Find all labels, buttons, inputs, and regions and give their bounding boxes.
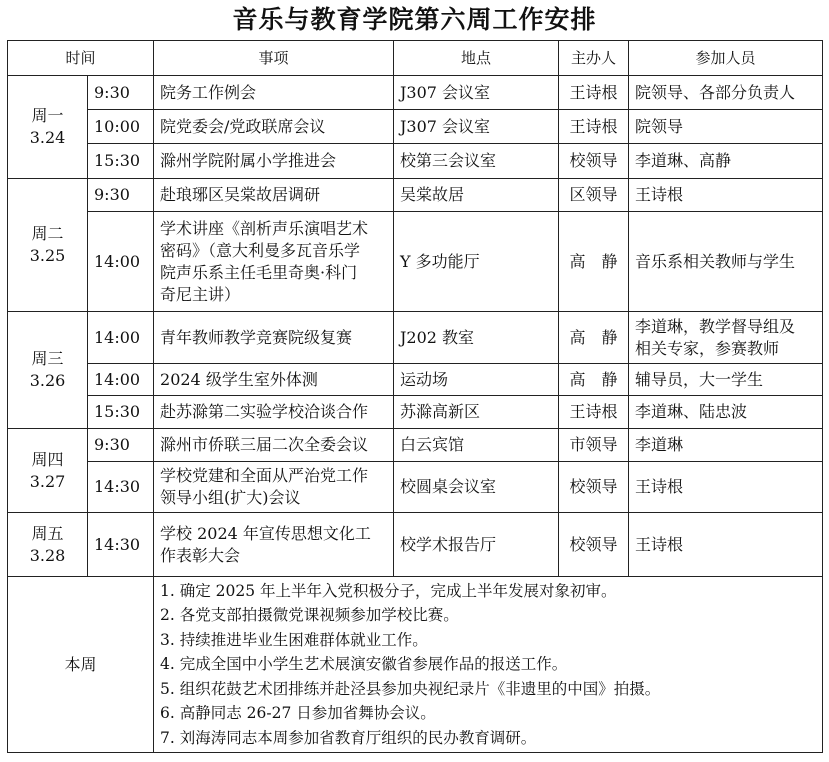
note-item: 7. 刘海涛同志本周参加省教育厅组织的民办教育调研。 xyxy=(160,728,537,747)
day-date: 3.26 xyxy=(29,371,66,390)
table-row xyxy=(8,364,823,396)
note-item: 5. 组织花鼓艺术团排练并赴泾县参加央视纪录片《非遗里的中国》拍摄。 xyxy=(160,679,661,698)
note-item: 1. 确定 2025 年上半年入党积极分子，完成上半年发展对象初审。 xyxy=(160,581,617,600)
item-cell: 赴苏滁第二实验学校洽谈合作 xyxy=(154,396,394,429)
day-date: 3.27 xyxy=(29,471,66,491)
schedule-table xyxy=(7,40,823,753)
item-cell: 2024 级学生室外体测 xyxy=(154,364,394,396)
host-cell: 高 静 xyxy=(559,312,629,364)
note-item: 2. 各党支部拍摄微党课视频参加学校比赛。 xyxy=(160,606,459,625)
table-row xyxy=(8,179,823,212)
table-row xyxy=(8,110,823,144)
item-cell: 院务工作例会 xyxy=(154,76,394,110)
day-date: 3.25 xyxy=(29,246,66,265)
participants-cell: 李道琳，教学督导组及 相关专家，参赛教师 xyxy=(629,312,823,364)
table-row xyxy=(8,429,823,462)
host-cell: 市领导 xyxy=(559,429,629,462)
host-cell: 王诗根 xyxy=(559,396,629,429)
host-cell: 王诗根 xyxy=(559,110,629,144)
participants-cell: 李道琳、陆忠波 xyxy=(629,396,823,429)
time-cell: 14:00 xyxy=(88,312,154,364)
location-cell: 白云宾馆 xyxy=(394,429,559,462)
location-cell: 运动场 xyxy=(394,364,559,396)
time-cell: 14:00 xyxy=(88,364,154,396)
header-participants: 参加人员 xyxy=(629,41,823,76)
location-cell: 苏滁高新区 xyxy=(394,396,559,429)
table-row xyxy=(8,144,823,179)
participants-cell: 院领导 xyxy=(629,110,823,144)
participants-cell: 王诗根 xyxy=(629,513,823,577)
table-row xyxy=(8,76,823,110)
note-item: 6. 高静同志 26-27 日参加省舞协会议。 xyxy=(160,704,436,723)
participants-cell: 李道琳 xyxy=(629,429,823,462)
host-cell: 高 静 xyxy=(559,212,629,312)
day-name: 周五 xyxy=(31,523,64,543)
host-cell: 区领导 xyxy=(559,179,629,212)
page-title: 音乐与教育学院第六周工作安排 xyxy=(232,5,597,34)
day-cell xyxy=(8,76,88,179)
host-cell: 校领导 xyxy=(559,144,629,179)
time-cell: 15:30 xyxy=(88,396,154,429)
header-location: 地点 xyxy=(394,41,559,76)
day-date: 3.24 xyxy=(29,128,66,147)
location-cell: J202 教室 xyxy=(394,312,559,364)
table-row xyxy=(8,513,823,577)
participants-cell: 王诗根 xyxy=(629,179,823,212)
time-cell: 14:30 xyxy=(88,462,154,513)
header-time: 时间 xyxy=(8,41,154,76)
location-cell: Y 多功能厅 xyxy=(394,212,559,312)
day-name: 周二 xyxy=(31,224,64,243)
note-item: 4. 完成全国中小学生艺术展演安徽省参展作品的报送工作。 xyxy=(160,655,568,674)
time-cell: 9:30 xyxy=(88,429,154,462)
host-cell: 高 静 xyxy=(559,364,629,396)
week-notes xyxy=(154,577,823,753)
time-cell: 14:00 xyxy=(88,212,154,312)
location-cell: J307 会议室 xyxy=(394,76,559,110)
item-cell: 学校党建和全面从严治党工作 领导小组(扩大)会议 xyxy=(154,462,394,513)
participants-cell: 院领导、各部分负责人 xyxy=(629,76,823,110)
time-cell: 10:00 xyxy=(88,110,154,144)
location-cell: 校圆桌会议室 xyxy=(394,462,559,513)
item-cell: 赴琅琊区吴棠故居调研 xyxy=(154,179,394,212)
item-cell: 院党委会/党政联席会议 xyxy=(154,110,394,144)
day-name: 周一 xyxy=(31,106,64,125)
time-cell: 15:30 xyxy=(88,144,154,179)
week-label: 本周 xyxy=(8,577,154,753)
participants-cell: 王诗根 xyxy=(629,462,823,513)
day-cell xyxy=(8,513,88,577)
host-cell: 王诗根 xyxy=(559,76,629,110)
item-cell: 学校 2024 年宣传思想文化工 作表彰大会 xyxy=(154,513,394,577)
week-notes-row xyxy=(8,577,823,753)
location-cell: 吴棠故居 xyxy=(394,179,559,212)
header-item: 事项 xyxy=(154,41,394,76)
host-cell: 校领导 xyxy=(559,462,629,513)
day-name: 周四 xyxy=(31,449,64,469)
item-cell: 滁州市侨联三届二次全委会议 xyxy=(154,429,394,462)
table-row xyxy=(8,212,823,312)
header-host: 主办人 xyxy=(559,41,629,76)
participants-cell: 李道琳、高静 xyxy=(629,144,823,179)
table-row xyxy=(8,312,823,364)
note-item: 3. 持续推进毕业生困难群体就业工作。 xyxy=(160,630,428,649)
location-cell: 校第三会议室 xyxy=(394,144,559,179)
participants-cell: 辅导员，大一学生 xyxy=(629,364,823,396)
table-row xyxy=(8,396,823,429)
host-cell: 校领导 xyxy=(559,513,629,577)
item-cell: 滁州学院附属小学推进会 xyxy=(154,144,394,179)
participants-cell: 音乐系相关教师与学生 xyxy=(629,212,823,312)
day-date: 3.28 xyxy=(29,545,66,565)
time-cell: 14:30 xyxy=(88,513,154,577)
day-name: 周三 xyxy=(31,349,64,368)
time-cell: 9:30 xyxy=(88,179,154,212)
table-row xyxy=(8,462,823,513)
day-cell xyxy=(8,179,88,312)
item-cell: 青年教师教学竞赛院级复赛 xyxy=(154,312,394,364)
table-header-row xyxy=(8,41,823,76)
time-cell: 9:30 xyxy=(88,76,154,110)
location-cell: 校学术报告厅 xyxy=(394,513,559,577)
item-cell: 学术讲座《剖析声乐演唱艺术 密码》（意大利曼多瓦音乐学 院声乐系主任毛里奇奥·科门 奇尼主讲） xyxy=(154,212,394,312)
day-cell xyxy=(8,312,88,429)
day-cell xyxy=(8,429,88,513)
location-cell: J307 会议室 xyxy=(394,110,559,144)
